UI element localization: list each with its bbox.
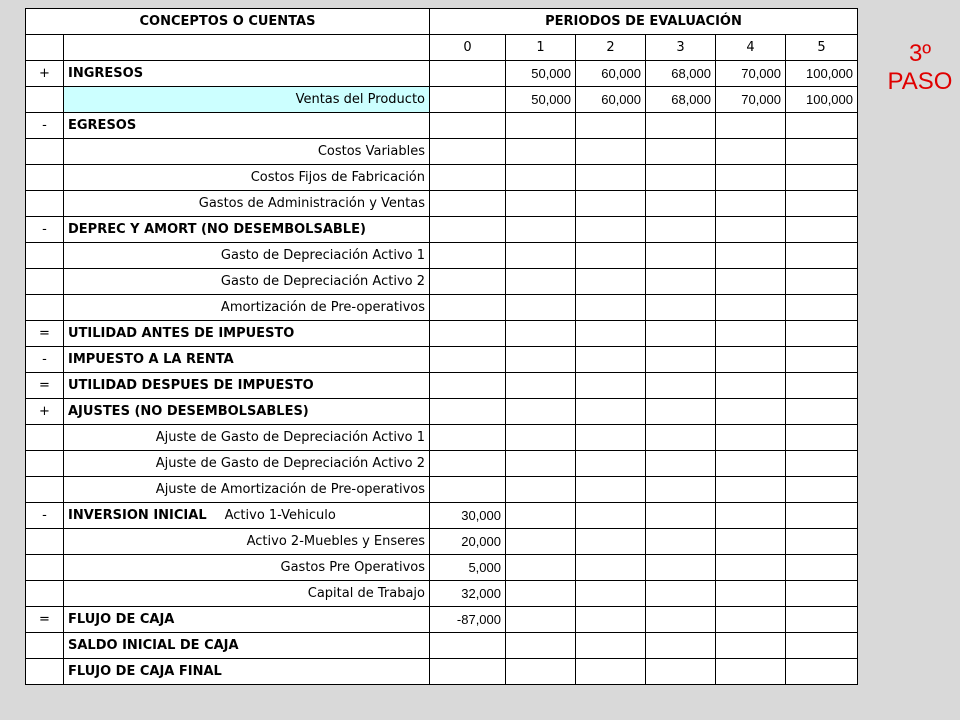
row-sign xyxy=(26,139,64,165)
value-cell-period-3 xyxy=(646,425,716,451)
value-cell-period-2 xyxy=(576,529,646,555)
value-cell-period-5 xyxy=(786,451,858,477)
value-cell-period-3 xyxy=(646,139,716,165)
row-label: FLUJO DE CAJA xyxy=(64,607,430,633)
value-cell-period-1 xyxy=(506,373,576,399)
value-cell-period-2 xyxy=(576,139,646,165)
row-sign xyxy=(26,87,64,113)
row-label: UTILIDAD DESPUES DE IMPUESTO xyxy=(64,373,430,399)
value-cell-period-0 xyxy=(430,425,506,451)
value-cell-period-0 xyxy=(430,633,506,659)
value-cell-period-1 xyxy=(506,503,576,529)
value-cell-period-2 xyxy=(576,217,646,243)
row-label-main: INVERSION INICIAL xyxy=(68,508,207,523)
value-cell-period-4 xyxy=(716,503,786,529)
row-label: IMPUESTO A LA RENTA xyxy=(64,347,430,373)
table-row xyxy=(26,425,858,451)
value-cell-period-0 xyxy=(430,373,506,399)
period-number-row xyxy=(26,35,858,61)
value-cell-period-2 xyxy=(576,191,646,217)
row-label: Gastos Pre Operativos xyxy=(64,555,430,581)
value-cell-period-4 xyxy=(716,217,786,243)
table-row xyxy=(26,165,858,191)
value-cell-period-3 xyxy=(646,633,716,659)
row-sign xyxy=(26,165,64,191)
value-cell-period-0 xyxy=(430,165,506,191)
value-cell-period-2 xyxy=(576,503,646,529)
value-cell-period-3 xyxy=(646,399,716,425)
value-cell-period-1 xyxy=(506,607,576,633)
value-cell-period-5 xyxy=(786,477,858,503)
value-cell-period-2 xyxy=(576,633,646,659)
value-cell-period-3 xyxy=(646,295,716,321)
value-cell-period-2 xyxy=(576,269,646,295)
value-cell-period-0 xyxy=(430,243,506,269)
value-cell-period-1 xyxy=(506,269,576,295)
value-cell-period-1 xyxy=(506,425,576,451)
row-label: AJUSTES (NO DESEMBOLSABLES) xyxy=(64,399,430,425)
value-cell-period-1 xyxy=(506,555,576,581)
row-sign: + xyxy=(26,61,64,87)
period-5: 5 xyxy=(786,35,858,61)
value-cell-period-5 xyxy=(786,243,858,269)
value-cell-period-4 xyxy=(716,347,786,373)
period-4: 4 xyxy=(716,35,786,61)
value-cell-period-5 xyxy=(786,659,858,685)
row-label: SALDO INICIAL DE CAJA xyxy=(64,633,430,659)
value-cell-period-4 xyxy=(716,165,786,191)
value-cell-period-4 xyxy=(716,373,786,399)
row-sign xyxy=(26,191,64,217)
value-cell-period-5: 100,000 xyxy=(786,87,858,113)
value-cell-period-0 xyxy=(430,217,506,243)
value-cell-period-2 xyxy=(576,555,646,581)
value-cell-period-2 xyxy=(576,581,646,607)
value-cell-period-2 xyxy=(576,347,646,373)
value-cell-period-1 xyxy=(506,139,576,165)
value-cell-period-5 xyxy=(786,347,858,373)
value-cell-period-3 xyxy=(646,607,716,633)
row-label: Gastos de Administración y Ventas xyxy=(64,191,430,217)
value-cell-period-1: 50,000 xyxy=(506,87,576,113)
row-sign: - xyxy=(26,503,64,529)
table-row xyxy=(26,373,858,399)
table-row xyxy=(26,347,858,373)
value-cell-period-1 xyxy=(506,191,576,217)
value-cell-period-5 xyxy=(786,191,858,217)
value-cell-period-5 xyxy=(786,139,858,165)
value-cell-period-3 xyxy=(646,217,716,243)
table-row xyxy=(26,321,858,347)
value-cell-period-0: 5,000 xyxy=(430,555,506,581)
row-sign xyxy=(26,477,64,503)
value-cell-period-5 xyxy=(786,217,858,243)
table-row xyxy=(26,503,858,529)
table-row xyxy=(26,217,858,243)
value-cell-period-3 xyxy=(646,555,716,581)
period-3: 3 xyxy=(646,35,716,61)
row-label: Costos Variables xyxy=(64,139,430,165)
row-label: INGRESOS xyxy=(64,61,430,87)
table-row xyxy=(26,659,858,685)
value-cell-period-3: 68,000 xyxy=(646,87,716,113)
step-word: PASO xyxy=(887,68,953,95)
row-sign xyxy=(26,425,64,451)
value-cell-period-0 xyxy=(430,61,506,87)
value-cell-period-0 xyxy=(430,347,506,373)
step-number: 3º xyxy=(908,40,932,67)
table-row xyxy=(26,399,858,425)
value-cell-period-1 xyxy=(506,529,576,555)
value-cell-period-3 xyxy=(646,373,716,399)
value-cell-period-1 xyxy=(506,217,576,243)
row-label-sub: Activo 1-Vehiculo xyxy=(224,508,336,523)
row-sign: = xyxy=(26,607,64,633)
table-row xyxy=(26,607,858,633)
value-cell-period-5 xyxy=(786,165,858,191)
value-cell-period-4 xyxy=(716,581,786,607)
table-row xyxy=(26,451,858,477)
value-cell-period-3 xyxy=(646,581,716,607)
value-cell-period-4 xyxy=(716,659,786,685)
value-cell-period-1 xyxy=(506,581,576,607)
row-sign: - xyxy=(26,113,64,139)
value-cell-period-2 xyxy=(576,113,646,139)
row-label: EGRESOS xyxy=(64,113,430,139)
value-cell-period-2: 60,000 xyxy=(576,61,646,87)
value-cell-period-1 xyxy=(506,243,576,269)
blank-cell xyxy=(64,35,430,61)
table-row xyxy=(26,581,858,607)
value-cell-period-4: 70,000 xyxy=(716,87,786,113)
value-cell-period-0 xyxy=(430,295,506,321)
value-cell-period-2 xyxy=(576,373,646,399)
value-cell-period-0 xyxy=(430,87,506,113)
row-label: Gasto de Depreciación Activo 1 xyxy=(64,243,430,269)
table-row xyxy=(26,477,858,503)
row-label xyxy=(64,503,430,529)
value-cell-period-5 xyxy=(786,399,858,425)
row-sign: = xyxy=(26,321,64,347)
row-label: UTILIDAD ANTES DE IMPUESTO xyxy=(64,321,430,347)
value-cell-period-4 xyxy=(716,529,786,555)
value-cell-period-3 xyxy=(646,113,716,139)
value-cell-period-5 xyxy=(786,529,858,555)
value-cell-period-2 xyxy=(576,607,646,633)
table-row xyxy=(26,113,858,139)
blank-cell xyxy=(26,35,64,61)
value-cell-period-4 xyxy=(716,477,786,503)
row-sign: - xyxy=(26,217,64,243)
row-sign xyxy=(26,243,64,269)
value-cell-period-4 xyxy=(716,607,786,633)
value-cell-period-0 xyxy=(430,321,506,347)
row-sign xyxy=(26,633,64,659)
value-cell-period-2 xyxy=(576,659,646,685)
value-cell-period-1 xyxy=(506,451,576,477)
value-cell-period-4 xyxy=(716,295,786,321)
table-row xyxy=(26,139,858,165)
row-sign xyxy=(26,269,64,295)
value-cell-period-3 xyxy=(646,451,716,477)
value-cell-period-5 xyxy=(786,425,858,451)
row-label: Costos Fijos de Fabricación xyxy=(64,165,430,191)
row-sign: - xyxy=(26,347,64,373)
conceptos-header: CONCEPTOS O CUENTAS xyxy=(26,9,430,35)
value-cell-period-1 xyxy=(506,321,576,347)
value-cell-period-1 xyxy=(506,633,576,659)
row-sign: + xyxy=(26,399,64,425)
row-label: Gasto de Depreciación Activo 2 xyxy=(64,269,430,295)
row-sign: = xyxy=(26,373,64,399)
table-row xyxy=(26,269,858,295)
value-cell-period-0 xyxy=(430,451,506,477)
value-cell-period-4 xyxy=(716,399,786,425)
value-cell-period-4 xyxy=(716,243,786,269)
value-cell-period-2 xyxy=(576,243,646,269)
value-cell-period-1 xyxy=(506,477,576,503)
value-cell-period-2 xyxy=(576,321,646,347)
value-cell-period-4 xyxy=(716,451,786,477)
step-annotation xyxy=(880,40,960,96)
value-cell-period-2 xyxy=(576,165,646,191)
row-sign xyxy=(26,529,64,555)
row-sign xyxy=(26,295,64,321)
period-1: 1 xyxy=(506,35,576,61)
value-cell-period-1 xyxy=(506,347,576,373)
table-row xyxy=(26,295,858,321)
table-row xyxy=(26,191,858,217)
value-cell-period-2 xyxy=(576,295,646,321)
row-label: Amortización de Pre-operativos xyxy=(64,295,430,321)
row-sign xyxy=(26,581,64,607)
value-cell-period-5 xyxy=(786,633,858,659)
value-cell-period-3 xyxy=(646,477,716,503)
row-label: FLUJO DE CAJA FINAL xyxy=(64,659,430,685)
table-row xyxy=(26,87,858,113)
value-cell-period-2: 60,000 xyxy=(576,87,646,113)
value-cell-period-2 xyxy=(576,451,646,477)
table-row xyxy=(26,243,858,269)
value-cell-period-3 xyxy=(646,165,716,191)
value-cell-period-5 xyxy=(786,581,858,607)
value-cell-period-0 xyxy=(430,659,506,685)
table-row xyxy=(26,633,858,659)
value-cell-period-4 xyxy=(716,113,786,139)
value-cell-period-3 xyxy=(646,243,716,269)
row-label: Activo 2-Muebles y Enseres xyxy=(64,529,430,555)
row-label: Ajuste de Gasto de Depreciación Activo 1 xyxy=(64,425,430,451)
value-cell-period-5 xyxy=(786,113,858,139)
value-cell-period-1 xyxy=(506,659,576,685)
table-row xyxy=(26,61,858,87)
value-cell-period-5 xyxy=(786,295,858,321)
value-cell-period-4 xyxy=(716,321,786,347)
value-cell-period-5 xyxy=(786,269,858,295)
value-cell-period-1 xyxy=(506,113,576,139)
value-cell-period-4 xyxy=(716,633,786,659)
value-cell-period-3: 68,000 xyxy=(646,61,716,87)
value-cell-period-4: 70,000 xyxy=(716,61,786,87)
row-sign xyxy=(26,555,64,581)
value-cell-period-3 xyxy=(646,269,716,295)
value-cell-period-0 xyxy=(430,191,506,217)
value-cell-period-0 xyxy=(430,113,506,139)
header-row xyxy=(26,9,858,35)
value-cell-period-0 xyxy=(430,399,506,425)
value-cell-period-1: 50,000 xyxy=(506,61,576,87)
value-cell-period-3 xyxy=(646,529,716,555)
row-sign xyxy=(26,659,64,685)
value-cell-period-3 xyxy=(646,503,716,529)
value-cell-period-5 xyxy=(786,503,858,529)
row-label: Ajuste de Amortización de Pre-operativos xyxy=(64,477,430,503)
value-cell-period-3 xyxy=(646,321,716,347)
value-cell-period-4 xyxy=(716,191,786,217)
value-cell-period-5 xyxy=(786,373,858,399)
value-cell-period-2 xyxy=(576,425,646,451)
row-label: Ventas del Producto xyxy=(64,87,430,113)
table-row xyxy=(26,555,858,581)
value-cell-period-4 xyxy=(716,269,786,295)
value-cell-period-2 xyxy=(576,477,646,503)
row-label: DEPREC Y AMORT (NO DESEMBOLSABLE) xyxy=(64,217,430,243)
value-cell-period-5 xyxy=(786,321,858,347)
value-cell-period-1 xyxy=(506,399,576,425)
value-cell-period-1 xyxy=(506,295,576,321)
value-cell-period-0: -87,000 xyxy=(430,607,506,633)
value-cell-period-5: 100,000 xyxy=(786,61,858,87)
periodos-header: PERIODOS DE EVALUACIÓN xyxy=(430,9,858,35)
value-cell-period-0: 30,000 xyxy=(430,503,506,529)
value-cell-period-0 xyxy=(430,477,506,503)
value-cell-period-3 xyxy=(646,659,716,685)
cash-flow-table xyxy=(25,8,858,685)
table-row xyxy=(26,529,858,555)
value-cell-period-3 xyxy=(646,347,716,373)
period-0: 0 xyxy=(430,35,506,61)
value-cell-period-5 xyxy=(786,555,858,581)
period-2: 2 xyxy=(576,35,646,61)
value-cell-period-1 xyxy=(506,165,576,191)
value-cell-period-0 xyxy=(430,269,506,295)
value-cell-period-4 xyxy=(716,555,786,581)
row-label: Capital de Trabajo xyxy=(64,581,430,607)
value-cell-period-0 xyxy=(430,139,506,165)
value-cell-period-0: 20,000 xyxy=(430,529,506,555)
value-cell-period-5 xyxy=(786,607,858,633)
row-label: Ajuste de Gasto de Depreciación Activo 2 xyxy=(64,451,430,477)
value-cell-period-2 xyxy=(576,399,646,425)
value-cell-period-4 xyxy=(716,139,786,165)
value-cell-period-4 xyxy=(716,425,786,451)
value-cell-period-3 xyxy=(646,191,716,217)
row-sign xyxy=(26,451,64,477)
value-cell-period-0: 32,000 xyxy=(430,581,506,607)
